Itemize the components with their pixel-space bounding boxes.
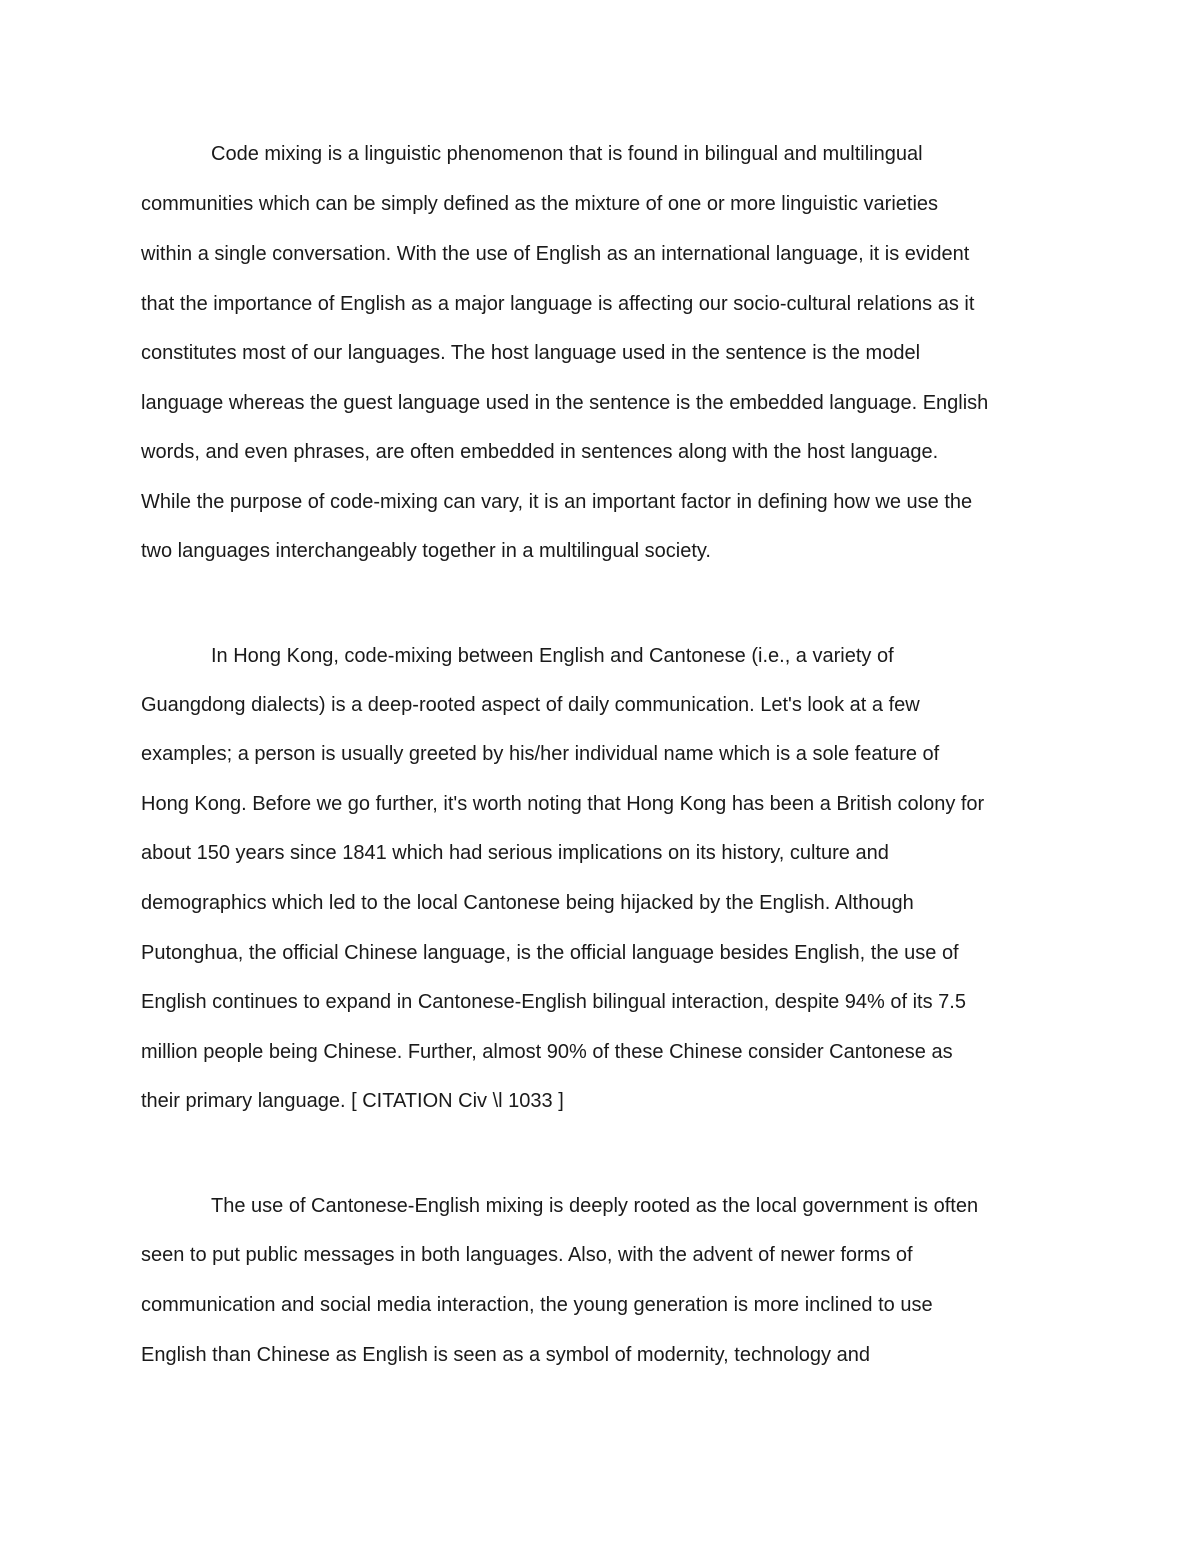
- paragraph-1-line-5: constitutes most of our languages. The host language used in the sentence is the model: [141, 342, 921, 364]
- paragraph-1-line-4: that the importance of English as a major language is affecting our socio-cultural relations as it: [141, 293, 975, 315]
- paragraph-2-line-3: examples; a person is usually greeted by his/her individual name which is a sole feature of: [141, 743, 940, 765]
- paragraph-1-line-8: While the purpose of code-mixing can vary, it is an important factor in defining how we use the: [141, 491, 973, 513]
- paragraph-2-line-5: about 150 years since 1841 which had serious implications on its history, culture and: [141, 842, 889, 864]
- paragraph-2-line-10: their primary language. [ CITATION Civ \l 1033 ]: [141, 1090, 564, 1112]
- paragraph-3-line-2: seen to put public messages in both languages. Also, with the advent of newer forms of: [141, 1244, 913, 1266]
- paragraph-1-line-1: Code mixing is a linguistic phenomenon that is found in bilingual and multilingual: [211, 143, 923, 165]
- paragraph-2-line-1: In Hong Kong, code-mixing between English and Cantonese (i.e., a variety of: [211, 645, 894, 667]
- paragraph-1-line-6: language whereas the guest language used in the sentence is the embedded language. English: [141, 392, 989, 414]
- paragraph-1-line-7: words, and even phrases, are often embedded in sentences along with the host language.: [141, 441, 939, 463]
- paragraph-2-line-4: Hong Kong. Before we go further, it's worth noting that Hong Kong has been a British colony for: [141, 793, 985, 815]
- paragraph-2-line-9: million people being Chinese. Further, almost 90% of these Chinese consider Cantonese as: [141, 1041, 953, 1063]
- paragraph-2-line-6: demographics which led to the local Cantonese being hijacked by the English. Although: [141, 892, 914, 914]
- paragraph-2-line-7: Putonghua, the official Chinese language, is the official language besides English, the use of: [141, 942, 959, 964]
- paragraph-3-line-3: communication and social media interaction, the young generation is more inclined to use: [141, 1294, 933, 1316]
- paragraph-1-line-9: two languages interchangeably together in a multilingual society.: [141, 540, 711, 562]
- paragraph-2-line-2: Guangdong dialects) is a deep-rooted aspect of daily communication. Let's look at a few: [141, 694, 920, 716]
- paragraph-1-line-3: within a single conversation. With the use of English as an international language, it is evident: [141, 243, 970, 265]
- paragraph-1-line-2: communities which can be simply defined as the mixture of one or more linguistic varieties: [141, 193, 939, 215]
- paragraph-3-line-1: The use of Cantonese-English mixing is deeply rooted as the local government is often: [211, 1195, 979, 1217]
- paragraph-3-line-4: English than Chinese as English is seen as a symbol of modernity, technology and: [141, 1344, 870, 1366]
- paragraph-2-line-8: English continues to expand in Cantonese-English bilingual interaction, despite 94% of its 7.5: [141, 991, 966, 1013]
